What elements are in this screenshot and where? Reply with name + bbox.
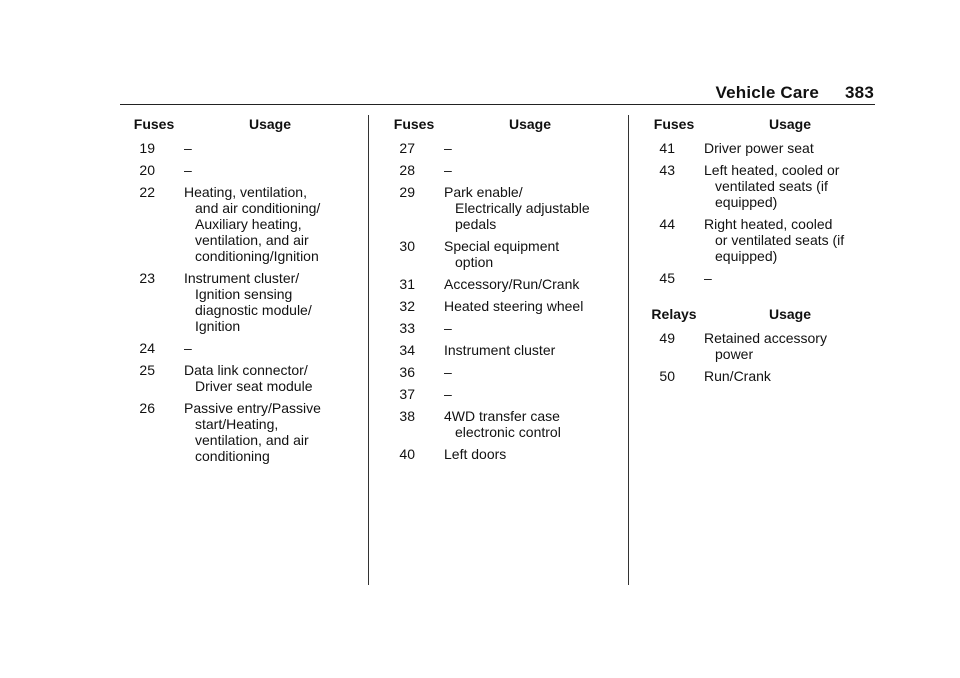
usage-line: 4WD transfer case	[444, 408, 560, 424]
header-rule	[120, 104, 875, 105]
usage-line: power	[715, 346, 754, 362]
usage-line: and air conditioning/	[195, 200, 321, 216]
fuse-usage	[444, 364, 452, 380]
usage-line: Left doors	[444, 446, 507, 462]
table-row	[383, 162, 615, 178]
usage-line: Heating, ventilation,	[184, 184, 307, 200]
fuse-number: 20	[139, 162, 155, 178]
section-title: Vehicle Care	[715, 83, 820, 102]
usage-line: Auxiliary heating,	[195, 216, 302, 232]
fuse-number: 28	[399, 162, 415, 178]
table-header	[643, 306, 875, 324]
usage-line: Driver seat module	[195, 378, 313, 394]
table-row	[383, 446, 615, 462]
usage-line: Right heated, cooled	[704, 216, 833, 232]
table-row	[643, 330, 875, 362]
fuse-usage	[704, 162, 839, 210]
fuse-usage	[444, 298, 583, 314]
fuse-number: 26	[139, 400, 155, 416]
column-header-usage: Usage	[768, 306, 812, 322]
usage-line: Retained accessory	[704, 330, 827, 346]
fuse-number: 34	[399, 342, 415, 358]
usage-line: Instrument cluster	[444, 342, 556, 358]
column-header-label: Fuses	[133, 116, 175, 132]
table-row	[383, 298, 615, 314]
fuse-usage	[444, 184, 590, 232]
fuse-usage	[444, 162, 452, 178]
fuse-number: 49	[659, 330, 675, 346]
usage-line: –	[444, 140, 452, 156]
column-header-label: Fuses	[393, 116, 435, 132]
fuse-number: 36	[399, 364, 415, 380]
usage-line: conditioning	[195, 448, 270, 464]
column-header-label: Fuses	[653, 116, 695, 132]
table-row	[123, 362, 355, 394]
usage-line: –	[184, 162, 192, 178]
table-header	[643, 116, 875, 134]
usage-line: diagnostic module/	[195, 302, 312, 318]
table-row	[643, 162, 875, 210]
fuse-number: 37	[399, 386, 415, 402]
page-number: 383	[845, 83, 874, 102]
usage-line: Data link connector/	[184, 362, 308, 378]
fuse-usage	[184, 362, 313, 394]
usage-line: Park enable/	[444, 184, 523, 200]
usage-line: –	[444, 162, 452, 178]
fuse-number: 29	[399, 184, 415, 200]
usage-line: Instrument cluster/	[184, 270, 300, 286]
fuse-usage	[444, 140, 452, 156]
usage-line: pedals	[455, 216, 497, 232]
fuse-usage	[704, 270, 712, 286]
usage-line: Special equipment	[444, 238, 560, 254]
fuse-number: 25	[139, 362, 155, 378]
table-row	[123, 140, 355, 156]
fuse-number: 24	[139, 340, 155, 356]
fuse-usage	[184, 162, 192, 178]
column-divider	[368, 115, 369, 585]
table-row	[123, 184, 355, 264]
usage-line: Passive entry/Passive	[184, 400, 321, 416]
usage-line: Heated steering wheel	[444, 298, 584, 314]
fuse-usage	[444, 386, 452, 402]
usage-line: Ignition sensing	[195, 286, 293, 302]
fuse-usage	[704, 140, 814, 156]
fuse-usage	[184, 184, 320, 264]
fuse-table-column-2	[383, 116, 615, 468]
table-header	[383, 116, 615, 134]
usage-line: –	[444, 320, 452, 336]
fuse-usage	[704, 216, 844, 264]
usage-line: Left heated, cooled or	[704, 162, 840, 178]
table-row	[383, 276, 615, 292]
usage-line: –	[704, 270, 712, 286]
fuse-number: 19	[139, 140, 155, 156]
fuse-usage	[184, 400, 321, 464]
usage-line: Ignition	[195, 318, 241, 334]
fuse-number: 33	[399, 320, 415, 336]
fuse-table-column-3	[643, 116, 875, 390]
usage-line: –	[184, 140, 192, 156]
fuse-usage	[444, 342, 555, 358]
fuse-usage	[444, 408, 561, 440]
table-row	[383, 364, 615, 380]
fuse-usage	[184, 140, 192, 156]
usage-line: –	[444, 386, 452, 402]
usage-line: start/Heating,	[195, 416, 279, 432]
column-divider	[628, 115, 629, 585]
table-row	[123, 270, 355, 334]
usage-line: equipped)	[715, 194, 778, 210]
table-row	[383, 184, 615, 232]
column-header-usage: Usage	[768, 116, 812, 132]
fuse-number: 22	[139, 184, 155, 200]
table-row	[123, 162, 355, 178]
usage-line: electronic control	[455, 424, 561, 440]
fuse-usage	[444, 320, 452, 336]
usage-line: conditioning/Ignition	[195, 248, 319, 264]
table-row	[643, 140, 875, 156]
table-row	[643, 368, 875, 384]
table-row	[643, 270, 875, 286]
fuse-number: 45	[659, 270, 675, 286]
table-row	[123, 340, 355, 356]
fuse-usage	[704, 368, 771, 384]
table-row	[643, 216, 875, 264]
table-row	[383, 140, 615, 156]
table-row	[383, 238, 615, 270]
table-row	[383, 320, 615, 336]
usage-line: option	[455, 254, 494, 270]
fuse-number: 43	[659, 162, 675, 178]
usage-line: ventilation, and air	[195, 232, 309, 248]
fuse-usage	[184, 340, 192, 356]
table-row	[383, 342, 615, 358]
fuse-usage	[444, 446, 506, 462]
fuse-number: 44	[659, 216, 675, 232]
column-header-usage: Usage	[508, 116, 552, 132]
column-header-label: Relays	[651, 306, 697, 322]
fuse-table-column-1	[123, 116, 355, 470]
usage-line: Electrically adjustable	[455, 200, 590, 216]
fuse-number: 40	[399, 446, 415, 462]
fuse-number: 23	[139, 270, 155, 286]
usage-line: Accessory/Run/Crank	[444, 276, 580, 292]
fuse-usage	[444, 238, 559, 270]
page-header	[716, 83, 875, 103]
usage-line: Driver power seat	[704, 140, 814, 156]
fuse-number: 32	[399, 298, 415, 314]
table-row	[383, 408, 615, 440]
usage-line: equipped)	[715, 248, 778, 264]
usage-line: ventilated seats (if	[715, 178, 828, 194]
fuse-number: 31	[399, 276, 415, 292]
fuse-usage	[184, 270, 312, 334]
column-header-usage: Usage	[248, 116, 292, 132]
usage-line: or ventilated seats (if	[715, 232, 845, 248]
table-row	[123, 400, 355, 464]
fuse-number: 27	[399, 140, 415, 156]
fuse-number: 30	[399, 238, 415, 254]
usage-line: –	[184, 340, 192, 356]
table-row	[383, 386, 615, 402]
fuse-usage	[444, 276, 579, 292]
fuse-number: 50	[659, 368, 675, 384]
fuse-number: 41	[659, 140, 675, 156]
usage-line: Run/Crank	[704, 368, 771, 384]
usage-line: ventilation, and air	[195, 432, 309, 448]
fuse-usage	[704, 330, 827, 362]
fuse-number: 38	[399, 408, 415, 424]
usage-line: –	[444, 364, 452, 380]
table-header	[123, 116, 355, 134]
